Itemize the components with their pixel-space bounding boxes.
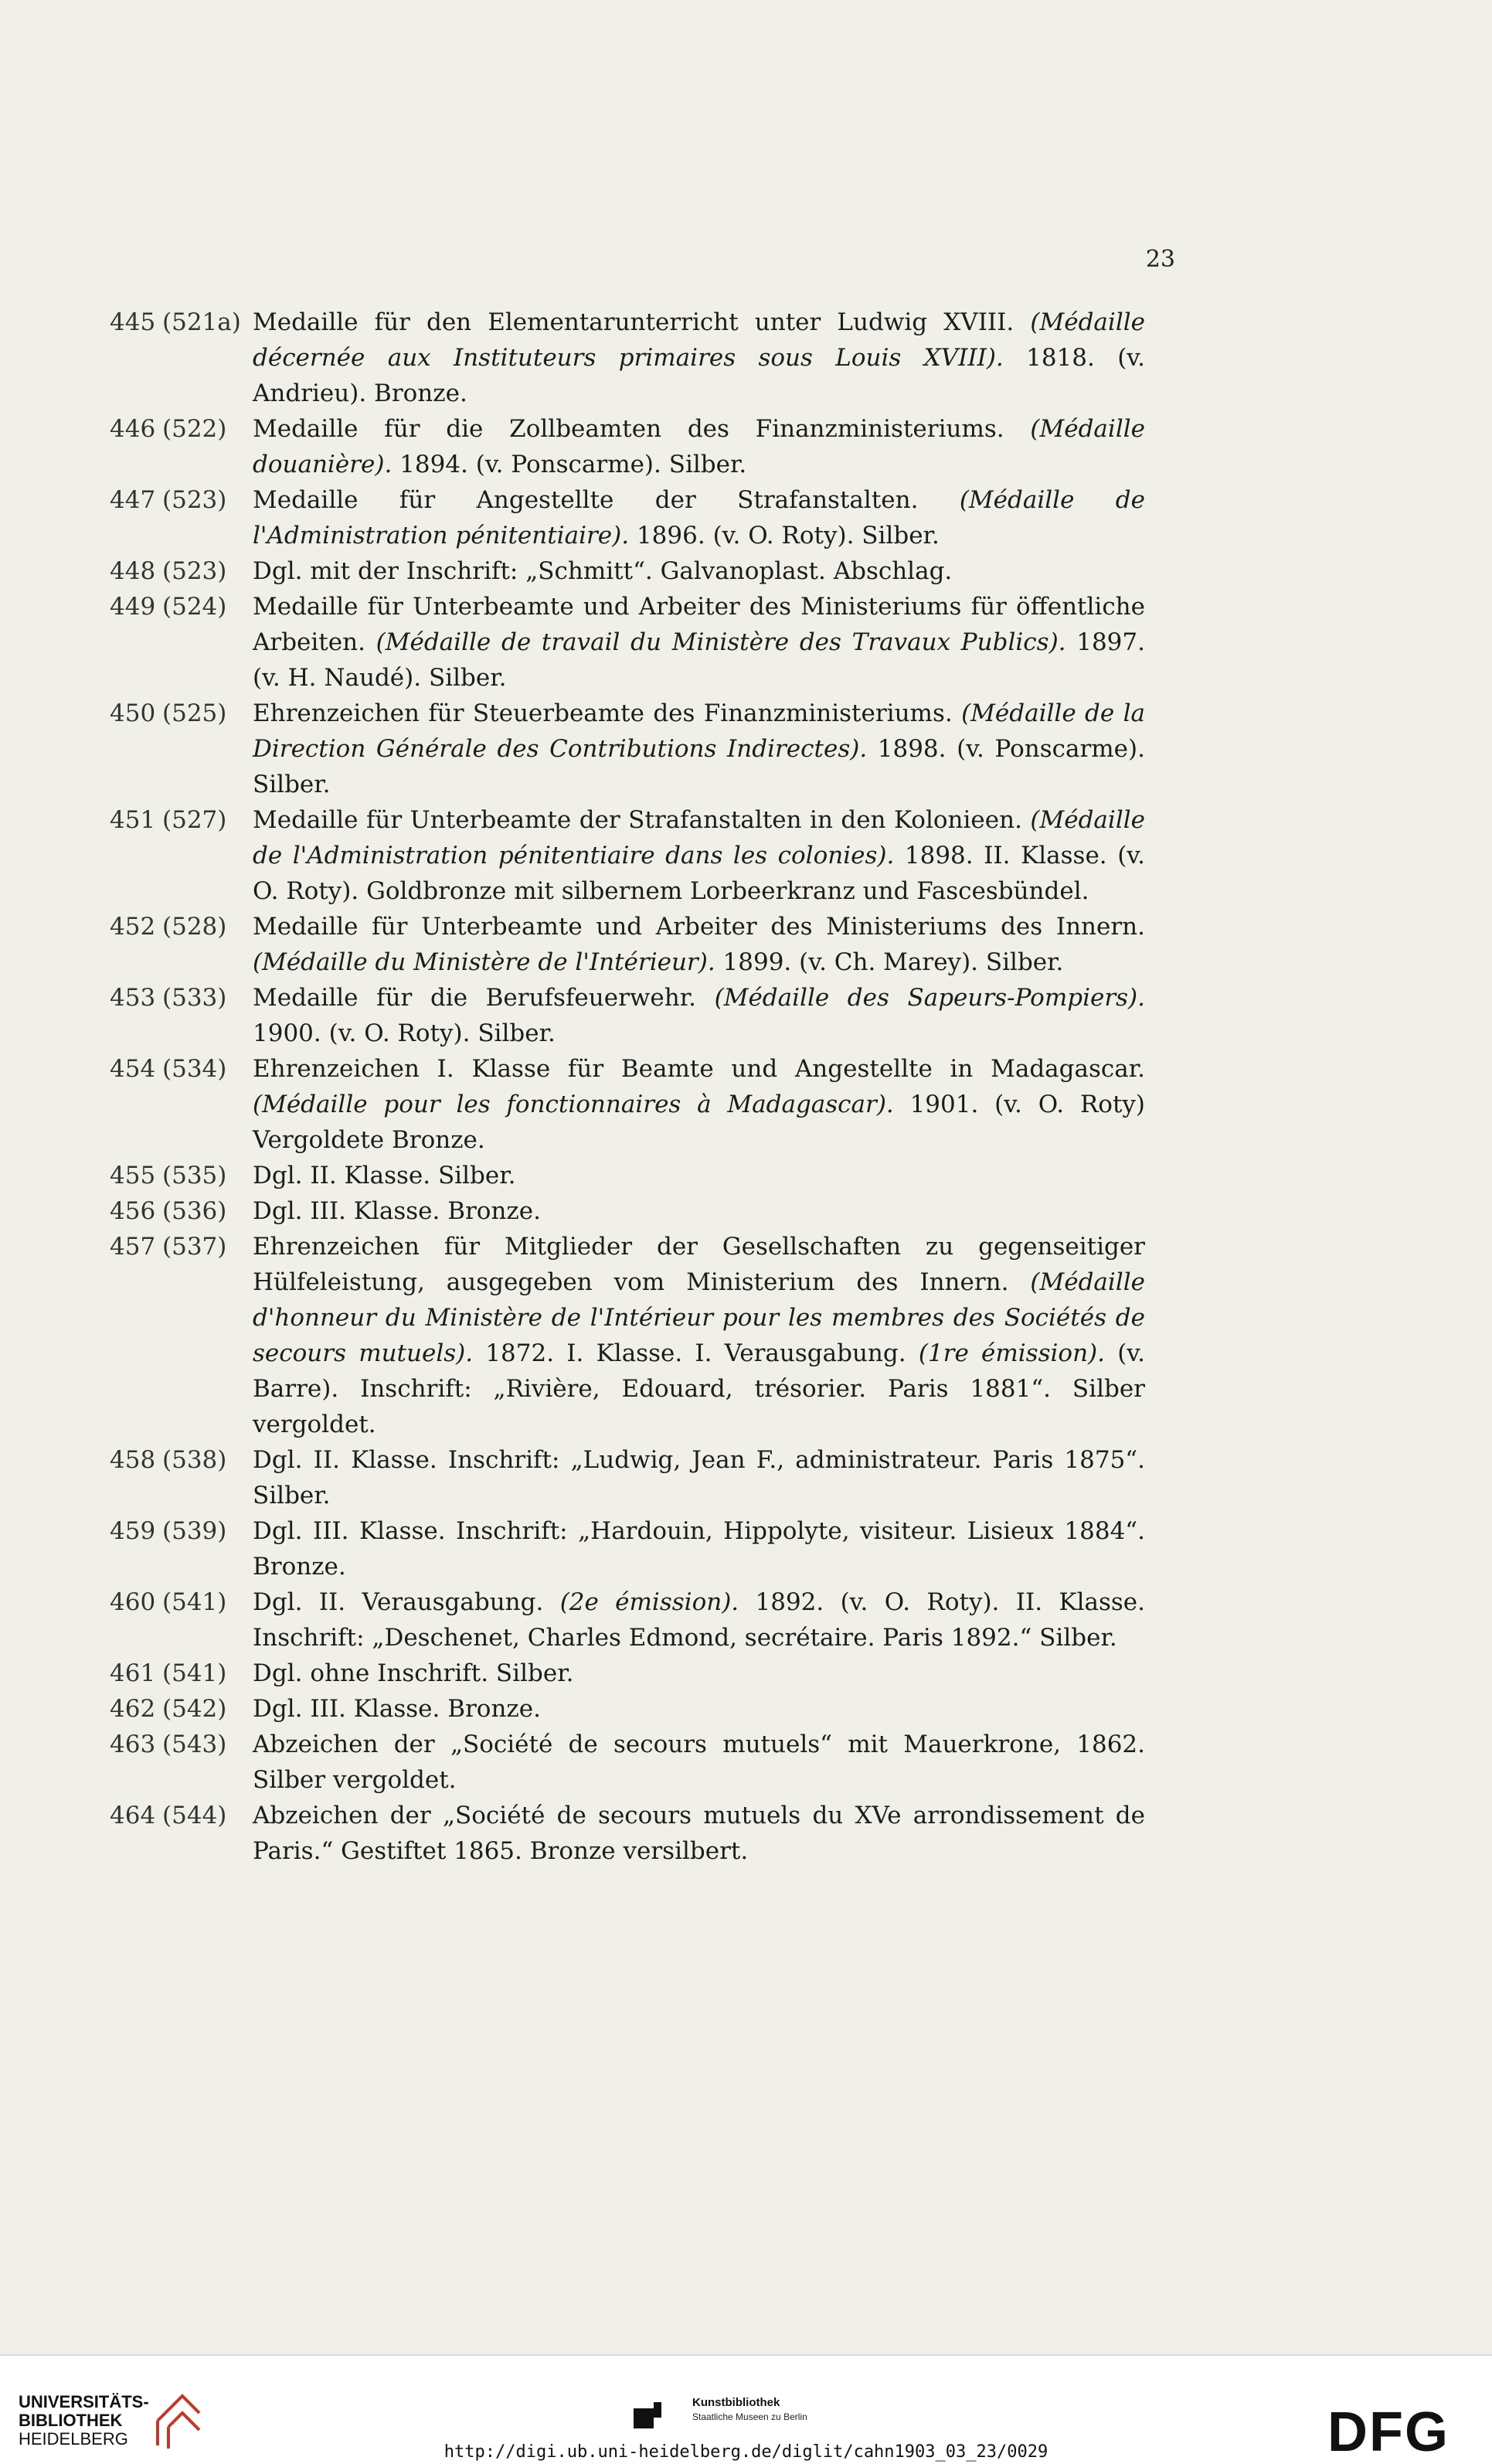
entry-description: 1872. I. Klasse. I. Verausgabung. (473, 1339, 919, 1367)
entry-description: Ehrenzeichen für Steuerbeamte des Finanzministeriums. (253, 699, 962, 727)
french-title: (Médaille des Sapeurs-Pompiers). (714, 984, 1146, 1012)
entry-number: 454 (110, 1055, 156, 1083)
entry-number: 447 (110, 486, 156, 514)
page-number: 23 (1145, 246, 1175, 273)
entry-description: 1818. (v. Andrieu). Bronze. (253, 344, 1145, 407)
catalog-entry (110, 1727, 1145, 1798)
entry-description: 1897. (v. H. Naudé). Silber. (253, 628, 1145, 692)
entry-number: 464 (110, 1802, 156, 1829)
entry-reference: (533) (162, 984, 227, 1012)
entry-reference: (521a) (162, 308, 241, 336)
entry-numbers (110, 1229, 253, 1442)
french-title: (Médaille d'honneur du Ministère de l'Intérieur pour les membres des Sociétés de secours mutuels). (253, 1268, 1145, 1367)
entry-numbers (110, 482, 253, 553)
entry-numbers (110, 411, 253, 482)
french-title: (Médaille décernée aux Instituteurs primaires sous Louis XVIII). (253, 308, 1145, 372)
entry-numbers (110, 589, 253, 696)
entry-numbers (110, 909, 253, 980)
entry-description: Medaille für Unterbeamte und Arbeiter des Ministeriums des Innern. (253, 913, 1145, 941)
entry-text (253, 1229, 1145, 1442)
entry-description: Dgl. mit der Inschrift: „Schmitt“. Galvanoplast. Abschlag. (253, 557, 953, 585)
french-title: (Médaille du Ministère de l'Intérieur). (253, 948, 715, 976)
footer-bar (0, 2354, 1492, 2464)
entry-reference: (544) (162, 1802, 227, 1829)
entry-description: Dgl. II. Klasse. Silber. (253, 1162, 516, 1189)
french-title: (Médaille de la Direction Générale des Contributions Indirectes). (253, 699, 1145, 763)
kunstbibliothek-icon (634, 2402, 664, 2433)
entry-number: 463 (110, 1731, 156, 1758)
entry-numbers (110, 1727, 253, 1798)
entry-numbers (110, 1798, 253, 1869)
entry-description: 1898. II. Klasse. (v. O. Roty). Goldbronze mit silbernem Lorbeerkranz und Fascesbündel. (253, 842, 1145, 905)
entry-numbers (110, 1193, 253, 1229)
entry-numbers (110, 802, 253, 909)
entry-reference: (528) (162, 913, 227, 941)
entry-reference: (541) (162, 1588, 227, 1616)
entry-description: 1898. (v. Ponscarme). Silber. (253, 735, 1145, 798)
entry-reference: (536) (162, 1197, 227, 1225)
entry-reference: (541) (162, 1659, 227, 1687)
entry-numbers (110, 1691, 253, 1727)
logo-line-3: HEIDELBERG (19, 2429, 128, 2449)
entry-text (253, 980, 1145, 1051)
french-title: (1re émission). (918, 1339, 1105, 1367)
entry-number: 448 (110, 557, 156, 585)
entry-text (253, 1798, 1145, 1869)
entry-description: Dgl. II. Verausgabung. (253, 1588, 560, 1616)
entry-numbers (110, 305, 253, 411)
entry-description: Medaille für Unterbeamte der Strafanstalten in den Kolonieen. (253, 806, 1031, 834)
entry-number: 450 (110, 699, 156, 727)
entry-number: 462 (110, 1695, 156, 1723)
entry-numbers (110, 1656, 253, 1691)
entry-text (253, 1656, 1145, 1691)
entry-description: Dgl. ohne Inschrift. Silber. (253, 1659, 574, 1687)
catalog-entry (110, 411, 1145, 482)
university-library-logo[interactable] (19, 2393, 149, 2449)
catalog-entry (110, 589, 1145, 696)
catalog-entry (110, 802, 1145, 909)
entry-reference: (523) (162, 486, 227, 514)
french-title: (2e émission). (559, 1588, 739, 1616)
french-title: (Médaille douanière). (253, 415, 1145, 478)
logo-line-1: UNIVERSITÄTS- (19, 2392, 149, 2411)
entry-description: 1896. (v. O. Roty). Silber. (629, 522, 940, 550)
entry-reference: (525) (162, 699, 227, 727)
entry-text (253, 909, 1145, 980)
entry-description: 1899. (v. Ch. Marey). Silber. (715, 948, 1064, 976)
kb-subtitle: Staatliche Museen zu Berlin (692, 2411, 807, 2422)
entry-text (253, 1513, 1145, 1584)
entry-reference: (534) (162, 1055, 227, 1083)
entry-text (253, 696, 1145, 802)
entry-text (253, 411, 1145, 482)
entry-description: 1901. (v. O. Roty) Vergoldete Bronze. (253, 1091, 1146, 1154)
entry-text (253, 553, 1145, 589)
entry-numbers (110, 980, 253, 1051)
entry-text (253, 1727, 1145, 1798)
entry-text (253, 589, 1145, 696)
entry-description: 1894. (v. Ponscarme). Silber. (392, 451, 747, 478)
kb-title: Kunstbibliothek (692, 2396, 780, 2409)
logo-line-2: BIBLIOTHEK (19, 2411, 123, 2430)
entry-text (253, 482, 1145, 553)
entry-number: 455 (110, 1162, 156, 1189)
catalog-entry (110, 482, 1145, 553)
entry-numbers (110, 553, 253, 589)
entry-reference: (543) (162, 1731, 227, 1758)
entry-number: 445 (110, 308, 156, 336)
entry-number: 446 (110, 415, 156, 443)
entry-number: 458 (110, 1446, 156, 1474)
entry-description: Medaille für die Berufsfeuerwehr. (253, 984, 715, 1012)
catalog-entries (110, 305, 1145, 1869)
entry-text (253, 802, 1145, 909)
catalog-entry (110, 1798, 1145, 1869)
entry-text (253, 1158, 1145, 1193)
entry-reference: (527) (162, 806, 227, 834)
catalog-entry (110, 305, 1145, 411)
entry-numbers (110, 1158, 253, 1193)
entry-reference: (539) (162, 1517, 227, 1545)
entry-description: Medaille für den Elementarunterricht unter Ludwig XVIII. (253, 308, 1031, 336)
entry-number: 449 (110, 593, 156, 621)
entry-numbers (110, 1442, 253, 1513)
catalog-entry (110, 696, 1145, 802)
entry-description: Ehrenzeichen für Mitglieder der Gesellschaften zu gegenseitiger Hülfeleistung, ausgegeben vom Ministerium des Innern. (253, 1233, 1145, 1296)
catalog-entry (110, 1051, 1145, 1158)
entry-description: Medaille für Angestellte der Strafanstalten. (253, 486, 960, 514)
entry-description: (v. Barre). Inschrift: „Rivière, Edouard, trésorier. Paris 1881“. Silber vergoldet. (253, 1339, 1145, 1438)
dfg-logo[interactable]: DFG (1327, 2401, 1450, 2463)
entry-reference: (538) (162, 1446, 227, 1474)
entry-description: Abzeichen der „Société de secours mutuels du XVe arrondissement de Paris.“ Gestiftet 1865. Bronze versilbert. (253, 1802, 1145, 1865)
catalog-entry (110, 1158, 1145, 1193)
french-title: (Médaille pour les fonctionnaires à Madagascar). (253, 1091, 894, 1118)
entry-number: 453 (110, 984, 156, 1012)
entry-number: 451 (110, 806, 156, 834)
french-title: (Médaille de l'Administration pénitentiaire). (253, 486, 1145, 550)
entry-numbers (110, 1513, 253, 1584)
entry-number: 460 (110, 1588, 156, 1616)
entry-number: 459 (110, 1517, 156, 1545)
entry-text (253, 1442, 1145, 1513)
entry-number: 461 (110, 1659, 156, 1687)
entry-description: Medaille für Unterbeamte und Arbeiter des Ministeriums für öffentliche Arbeiten. (253, 593, 1145, 656)
entry-number: 456 (110, 1197, 156, 1225)
permalink-url[interactable]: http://digi.ub.uni-heidelberg.de/diglit/cahn1903_03_23/0029 (444, 2442, 1048, 2462)
entry-text (253, 1691, 1145, 1727)
entry-description: 1900. (v. O. Roty). Silber. (253, 1019, 556, 1047)
catalog-entry (110, 980, 1145, 1051)
catalog-entry (110, 1193, 1145, 1229)
catalog-entry (110, 1691, 1145, 1727)
entry-description: Dgl. III. Klasse. Bronze. (253, 1197, 541, 1225)
entry-description: Ehrenzeichen I. Klasse für Beamte und Angestellte in Madagascar. (253, 1055, 1145, 1083)
catalog-entry (110, 1584, 1145, 1656)
entry-description: 1892. (v. O. Roty). II. Klasse. Inschrift: „Deschenet, Charles Edmond, secrétaire. Paris 1892.“ Silber. (253, 1588, 1145, 1652)
entry-reference: (537) (162, 1233, 227, 1261)
entry-description: Abzeichen der „Société de secours mutuels“ mit Mauerkrone, 1862. Silber vergoldet. (253, 1731, 1145, 1794)
entry-description: Dgl. III. Klasse. Inschrift: „Hardouin, Hippolyte, visiteur. Lisieux 1884“. Bronze. (253, 1517, 1145, 1581)
entry-description: Dgl. III. Klasse. Bronze. (253, 1695, 541, 1723)
french-title: (Médaille de l'Administration pénitentiaire dans les colonies). (253, 806, 1145, 870)
entry-reference: (542) (162, 1695, 227, 1723)
entry-numbers (110, 696, 253, 802)
catalog-entry (110, 553, 1145, 589)
entry-number: 457 (110, 1233, 156, 1261)
catalog-entry (110, 1656, 1145, 1691)
entry-reference: (522) (162, 415, 227, 443)
entry-numbers (110, 1584, 253, 1656)
entry-text (253, 1051, 1145, 1158)
entry-reference: (535) (162, 1162, 227, 1189)
catalog-entry (110, 909, 1145, 980)
entry-numbers (110, 1051, 253, 1158)
entry-text (253, 305, 1145, 411)
french-title: (Médaille de travail du Ministère des Travaux Publics). (376, 628, 1066, 656)
entry-reference: (523) (162, 557, 227, 585)
entry-text (253, 1193, 1145, 1229)
entry-description: Medaille für die Zollbeamten des Finanzministeriums. (253, 415, 1031, 443)
catalog-entry (110, 1513, 1145, 1584)
entry-number: 452 (110, 913, 156, 941)
catalog-entry (110, 1442, 1145, 1513)
entry-description: Dgl. II. Klasse. Inschrift: „Ludwig, Jean F., administrateur. Paris 1875“. Silber. (253, 1446, 1145, 1509)
entry-text (253, 1584, 1145, 1656)
catalog-entry (110, 1229, 1145, 1442)
entry-reference: (524) (162, 593, 227, 621)
